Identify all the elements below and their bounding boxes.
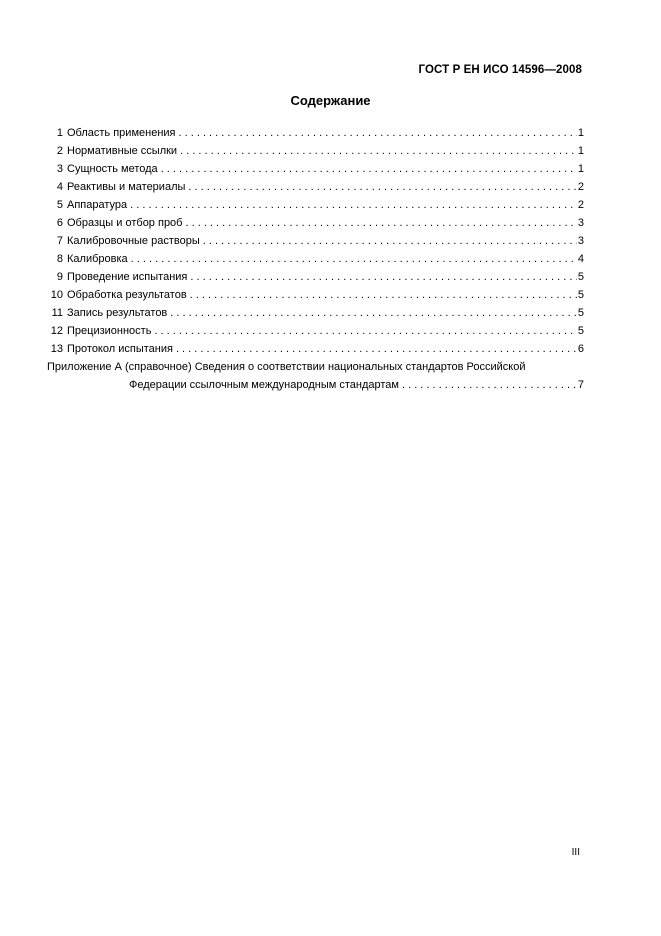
toc-item[interactable] <box>47 250 584 268</box>
toc-dot-leader <box>182 214 576 232</box>
toc-item-page: 2 <box>577 199 584 211</box>
toc-dot-leader <box>187 268 576 286</box>
toc-item-title: Протокол испытания <box>67 343 173 355</box>
toc-item-page: 3 <box>577 235 584 247</box>
toc-item-title: Аппаратура <box>67 199 128 211</box>
toc-dot-leader <box>158 160 577 178</box>
toc-dot-leader <box>185 178 576 196</box>
document-standard-id: ГОСТ Р ЕН ИСО 14596—2008 <box>418 64 582 76</box>
toc-item[interactable] <box>47 286 584 304</box>
toc-dot-leader <box>151 322 576 340</box>
toc-item-page: 3 <box>577 217 584 229</box>
toc-title: Содержание <box>290 93 371 108</box>
toc-item[interactable] <box>47 268 584 286</box>
toc-dot-leader <box>167 304 577 322</box>
toc-dot-leader <box>173 340 577 358</box>
toc-dot-leader <box>177 142 577 160</box>
toc-item-page: 5 <box>577 271 584 283</box>
toc-item-page: 1 <box>577 163 584 175</box>
toc-dot-leader <box>176 124 577 142</box>
toc-item[interactable] <box>47 214 584 232</box>
toc-item-number: 7 <box>56 235 63 247</box>
toc-item[interactable] <box>47 304 584 322</box>
toc-dot-leader <box>128 250 577 268</box>
toc-appendix-title-line2: Федерации ссылочным международным стандартам <box>129 379 399 391</box>
toc-item-number: 6 <box>56 217 63 229</box>
toc-item-title: Обработка результатов <box>67 289 187 301</box>
toc-item-number: 8 <box>56 253 63 265</box>
footer-page-number: III <box>571 847 580 858</box>
toc-item-page: 6 <box>577 343 584 355</box>
toc-item-page: 5 <box>577 325 584 337</box>
toc-item-number: 4 <box>56 181 63 193</box>
toc-item-title: Калибровка <box>67 253 128 265</box>
toc-appendix-page: 7 <box>577 379 584 391</box>
toc-item-number: 12 <box>50 325 63 337</box>
toc-item-title: Калибровочные растворы <box>67 235 200 247</box>
toc-item-page: 2 <box>577 181 584 193</box>
toc-item[interactable] <box>47 124 584 142</box>
toc-appendix-label: Приложение А <box>47 361 122 373</box>
toc-item-title: Нормативные ссылки <box>67 145 178 157</box>
toc-item-number: 3 <box>56 163 63 175</box>
toc-item-page: 5 <box>577 307 584 319</box>
toc-item[interactable] <box>47 232 584 250</box>
toc-dot-leader <box>200 232 577 250</box>
toc-item-number: 13 <box>50 343 63 355</box>
toc-item-page: 1 <box>577 127 584 139</box>
toc-item[interactable] <box>47 178 584 196</box>
toc-item[interactable] <box>47 322 584 340</box>
toc-item[interactable] <box>47 160 584 178</box>
toc-item-number: 1 <box>56 127 63 139</box>
toc-appendix[interactable] <box>47 358 584 394</box>
toc-item-title: Запись результатов <box>67 307 168 319</box>
toc-item-page: 5 <box>577 289 584 301</box>
toc-appendix-second-line <box>47 376 584 394</box>
toc-appendix-first-line <box>47 358 584 376</box>
toc-item-number: 10 <box>50 289 63 301</box>
toc-item-page: 4 <box>577 253 584 265</box>
toc-item[interactable] <box>47 340 584 358</box>
toc-dot-leader <box>127 196 577 214</box>
toc-item-number: 2 <box>56 145 63 157</box>
toc-dot-leader <box>399 376 577 394</box>
toc-item[interactable] <box>47 196 584 214</box>
toc-item-number: 5 <box>56 199 63 211</box>
toc-appendix-title-line1: (справочное) Сведения о соответствии национальных стандартов Российской <box>124 361 526 373</box>
toc-item-title: Область применения <box>67 127 176 139</box>
toc-item-title: Реактивы и материалы <box>67 181 186 193</box>
toc-item-title: Сущность метода <box>67 163 158 175</box>
toc-dot-leader <box>187 286 577 304</box>
toc-item-title: Проведение испытания <box>67 271 188 283</box>
toc-item-number: 11 <box>51 307 63 319</box>
table-of-contents <box>47 124 584 394</box>
toc-item[interactable] <box>47 142 584 160</box>
toc-item-title: Образцы и отбор проб <box>67 217 183 229</box>
toc-item-page: 1 <box>577 145 584 157</box>
toc-item-title: Прецизионность <box>67 325 152 337</box>
toc-item-number: 9 <box>56 271 63 283</box>
